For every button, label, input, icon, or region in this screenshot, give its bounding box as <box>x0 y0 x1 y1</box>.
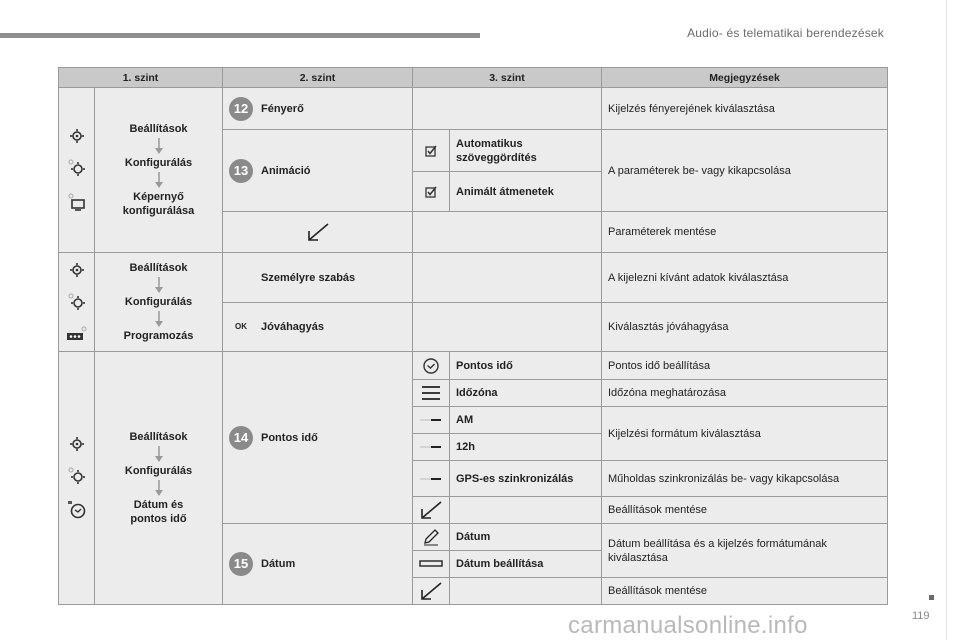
note: Kiválasztás jóváhagyása <box>602 303 888 352</box>
level3-empty <box>413 88 602 130</box>
note: Kijelzés fényerejének kiválasztása <box>602 88 888 130</box>
gear-icon <box>69 262 85 278</box>
level3-empty <box>413 253 602 303</box>
toggle-icon <box>420 417 442 423</box>
note: Műholdas szinkronizálás be- vagy kikapcsolása <box>602 461 888 497</box>
badge-14: 14 <box>229 426 253 450</box>
time-icon-cell <box>413 352 450 380</box>
note: A paraméterek be- vagy kikapcsolása <box>602 130 888 212</box>
level1-path: Beállítások Konfigurálás Dátum és pontos idő <box>95 352 223 605</box>
header-notes: Megjegyzések <box>602 68 888 88</box>
table-header-row <box>59 68 888 88</box>
badge-15: 15 <box>229 552 253 576</box>
confirm-arrow-icon <box>419 500 443 520</box>
field-icon <box>419 560 443 568</box>
save-icon-cell <box>413 578 450 605</box>
header-level3: 3. szint <box>413 68 602 88</box>
arrow-down-icon <box>154 172 164 188</box>
level3-date-setting: Dátum beállítása <box>450 551 602 578</box>
header-level1: 1. szint <box>59 68 223 88</box>
arrow-down-icon <box>154 277 164 293</box>
level3-am: AM <box>450 407 602 434</box>
toggle-icon-cell <box>413 461 450 497</box>
note: A kijelezni kívánt adatok kiválasztása <box>602 253 888 303</box>
screen-icon <box>67 192 87 212</box>
level2-confirm: OK Jóváhagyás <box>223 303 413 352</box>
level3-empty <box>413 212 602 253</box>
checkbox-icon-cell <box>413 172 450 212</box>
right-margin-rule <box>946 0 947 640</box>
badge-12: 12 <box>229 97 253 121</box>
badge-13: 13 <box>229 159 253 183</box>
level2-date: 15 Dátum <box>223 524 413 605</box>
clock-icon <box>67 500 87 520</box>
table-row <box>59 88 888 130</box>
arrow-down-icon <box>154 480 164 496</box>
gear-icon <box>69 128 85 144</box>
timezone-icon-cell <box>413 380 450 407</box>
header-level2: 2. szint <box>223 68 413 88</box>
level1-icons <box>59 88 95 253</box>
note: Kijelzési formátum kiválasztása <box>602 407 888 461</box>
toggle-icon <box>420 476 442 482</box>
config-gear-icon <box>67 158 87 178</box>
list-icon <box>421 385 441 401</box>
level1-path: Beállítások Konfigurálás Programozás <box>95 253 223 352</box>
level3-empty <box>450 578 602 605</box>
date-set-icon-cell <box>413 551 450 578</box>
level1-path: Beállítások Konfigurálás Képernyő konfigurálása <box>95 88 223 253</box>
level3-empty <box>450 497 602 524</box>
edit-icon-cell <box>413 524 450 551</box>
settings-table <box>58 67 888 605</box>
checkbox-icon-cell <box>413 130 450 172</box>
level3-date: Dátum <box>450 524 602 551</box>
pencil-icon <box>422 528 440 546</box>
level1-icons <box>59 352 95 605</box>
level3-empty <box>413 303 602 352</box>
page-number: 119 <box>912 610 930 622</box>
gear-icon <box>69 436 85 452</box>
level3-gps-sync: GPS-es szinkronizálás <box>450 461 602 497</box>
note: Pontos idő beállítása <box>602 352 888 380</box>
level3-12h: 12h <box>450 434 602 461</box>
toggle-icon <box>420 444 442 450</box>
save-icon-cell <box>223 212 413 253</box>
level3-time: Pontos idő <box>450 352 602 380</box>
note: Paraméterek mentése <box>602 212 888 253</box>
toggle-icon-cell <box>413 434 450 461</box>
arrow-down-icon <box>154 446 164 462</box>
arrow-down-icon <box>154 138 164 154</box>
checkbox-icon <box>425 186 437 198</box>
program-icon <box>66 326 88 342</box>
table-row <box>59 253 888 303</box>
config-gear-icon <box>67 466 87 486</box>
checkbox-icon <box>425 145 437 157</box>
note: Időzóna meghatározása <box>602 380 888 407</box>
confirm-arrow-icon <box>419 581 443 601</box>
level2-time: 14 Pontos idő <box>223 352 413 524</box>
note: Beállítások mentése <box>602 578 888 605</box>
note: Beállítások mentése <box>602 497 888 524</box>
watermark: carmanualsonline.info <box>568 612 808 639</box>
note: Dátum beállítása és a kijelzés formátumának kiválasztása <box>602 524 888 578</box>
level3-animated-transitions: Animált átmenetek <box>450 172 602 212</box>
level2-brightness: 12 Fényerő <box>223 88 413 130</box>
ok-icon: OK <box>235 322 247 331</box>
clock-check-icon <box>422 357 440 375</box>
config-gear-icon <box>67 292 87 312</box>
confirm-arrow-icon <box>306 222 330 242</box>
level2-animation: 13 Animáció <box>223 130 413 212</box>
header-rule <box>0 33 480 38</box>
level2-personalize: Személyre szabás <box>223 253 413 303</box>
level3-auto-scroll: Automatikus szöveggördítés <box>450 130 602 172</box>
table-row <box>59 352 888 380</box>
level3-timezone: Időzóna <box>450 380 602 407</box>
arrow-down-icon <box>154 311 164 327</box>
save-icon-cell <box>413 497 450 524</box>
section-title: Audio- és telematikai berendezések <box>687 26 884 40</box>
toggle-icon-cell <box>413 407 450 434</box>
page-bullet <box>929 595 934 600</box>
level1-icons <box>59 253 95 352</box>
